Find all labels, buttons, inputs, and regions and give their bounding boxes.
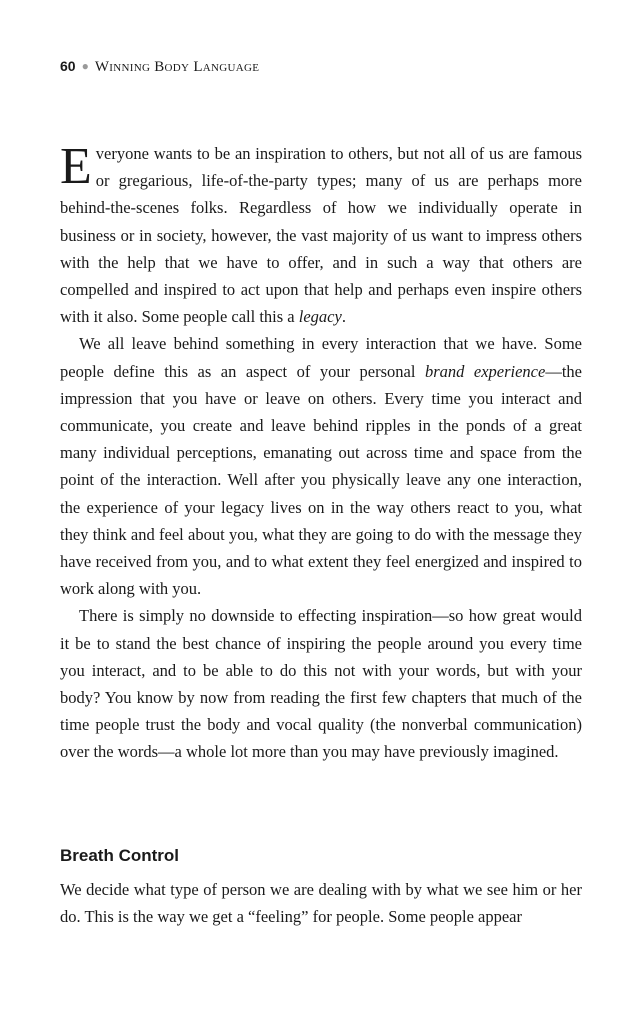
paragraph-text: —the impression that you have or leave on others. Every time you interact and communicate, you create and leave behind ripples in the ponds of a great many individual perceptions, emanating out across time and space from the point of the interaction. Well after you physically leave any one interaction, the experience of your legacy lives on in the way others react to you, what they think and feel about you, what they are going to do with the message they have received from you, and to what extent they feel energized and inspired to work along with you. [60, 361, 582, 599]
emphasis-text: legacy [298, 307, 342, 327]
page-number: 60 [60, 58, 76, 74]
running-head [60, 57, 259, 77]
section-body [60, 876, 582, 930]
body-text [60, 140, 582, 766]
paragraph: We decide what type of person we are dealing with by what we see him or her do. This is the way we get a “feeling” for people. Some people appear [60, 880, 582, 927]
paragraph-text: There is simply no downside to effecting inspiration—so how great would it be to stand the best chance of inspiring the people around you every time you interact, and to be able to do this not with your words, but with your body? You know by now from reading the first few chapters that much of the time people trust the body and vocal quality (the nonverbal communication) over the words—a whole lot more than you may have previously imagined. [60, 606, 582, 762]
separator-bullet-icon: ● [81, 59, 89, 73]
book-title: Winning Body Language [94, 59, 260, 75]
section-heading: Breath Control [60, 846, 179, 865]
paragraph-text: . [341, 307, 346, 327]
paragraph [60, 330, 582, 602]
paragraph [60, 602, 582, 765]
drop-cap: E [60, 138, 92, 195]
paragraph-text: We all leave behind something in every interaction that we have. Some people define this as an aspect of your personal [60, 334, 582, 381]
emphasis-text: brand experience [424, 361, 546, 381]
paragraph [60, 140, 582, 330]
paragraph-text: veryone wants to be an inspiration to others, but not all of us are famous or gregarious, life-of-the-party types; many of us are perhaps more behind-the-scenes folks. Regardless of how we individually operate in business or in society, however, the vast majority of us want to impress others with the help that we have to offer, and in such a way that others are compelled and inspired to act upon that help and perhaps even inspire others with it also. Some people call this a [60, 144, 582, 327]
